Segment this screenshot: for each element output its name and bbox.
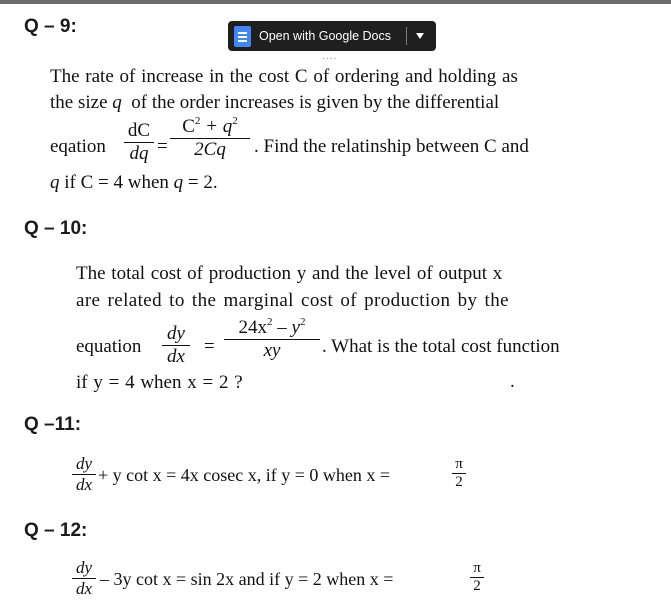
chevron-down-icon[interactable] — [416, 33, 424, 39]
q12-pi-fraction: π 2 — [470, 561, 484, 594]
q12-heading: Q – 12: — [24, 520, 88, 541]
q9-rhs-fraction: $C^2 + q^2$ 2Cq — [170, 117, 250, 159]
q10-line4: if y = 4 when x = 2 ? — [76, 372, 243, 393]
stray-dot: . — [510, 371, 515, 392]
q11-lhs-fraction: dy dx — [72, 455, 96, 493]
q9-heading: Q – 9: — [24, 16, 77, 37]
top-border — [0, 0, 671, 4]
open-with-google-docs-button[interactable] — [228, 21, 436, 51]
q10-heading: Q – 10: — [24, 218, 88, 239]
q12-lhs-fraction: dy dx — [72, 559, 96, 597]
q9-equals: = — [157, 136, 168, 157]
q12-equation-text: – 3y cot x = sin 2x and if y = 2 when x = — [100, 569, 394, 589]
q11-equation-text: + y cot x = 4x cosec x, if y = 0 when x = — [98, 465, 391, 485]
q9-line4: q if C = 4 when q = 2. — [50, 172, 218, 193]
gdocs-button-label: Open with Google Docs — [259, 29, 392, 43]
more-dots: .... — [322, 51, 338, 62]
q9-eq-word: eqation — [50, 136, 106, 157]
q10-equals: = — [204, 336, 215, 357]
q10-lhs-fraction: dy dx — [162, 324, 190, 366]
q10-line2: are related to the marginal cost of production by the — [76, 290, 509, 311]
q9-find-text: . Find the relatinship between C and — [254, 136, 529, 157]
q10-line1: The total cost of production y and the level of output x — [76, 263, 503, 284]
q9-line2: the size q of the order increases is given by the differential — [50, 92, 500, 113]
q10-rhs-fraction: $24x^2 - y^2$ xy — [224, 318, 320, 360]
q11-pi-fraction: π 2 — [452, 457, 466, 490]
gdocs-divider — [406, 27, 407, 45]
q9-lhs-fraction: dC dq — [124, 121, 154, 163]
docs-icon — [234, 26, 251, 47]
q10-after-text: . What is the total cost function — [322, 336, 560, 357]
q9-line1: The rate of increase in the cost C of ordering and holding as — [50, 66, 518, 87]
q11-heading: Q –11: — [24, 414, 82, 435]
q10-eq-word: equation — [76, 336, 142, 357]
